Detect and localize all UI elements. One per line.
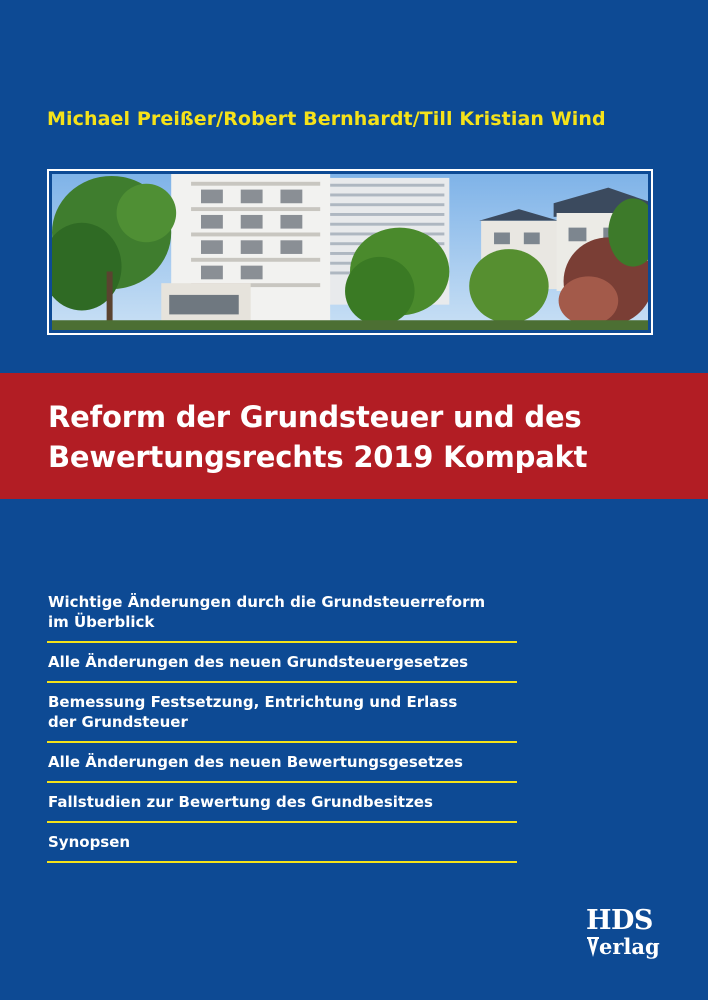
topic-item xyxy=(47,823,517,863)
topic-list xyxy=(47,583,517,863)
authors: Michael Preißer/Robert Bernhardt/Till Kristian Wind xyxy=(47,108,606,130)
topic-item xyxy=(47,783,517,823)
topic-text: im Überblick xyxy=(48,613,155,631)
topic-text: Alle Änderungen des neuen Grundsteuergesetzes xyxy=(48,653,469,671)
topic-text: Synopsen xyxy=(48,833,131,851)
topic-item xyxy=(47,643,517,683)
topic-text: der Grundsteuer xyxy=(48,713,188,731)
topic-text: Alle Änderungen des neuen Bewertungsgesetzes xyxy=(48,753,463,771)
topic-item xyxy=(47,583,517,643)
publisher-logo xyxy=(586,905,660,962)
topic-item xyxy=(47,743,517,783)
publisher-verlag: erlag xyxy=(599,934,660,959)
topic-text: Fallstudien zur Bewertung des Grundbesitzes xyxy=(48,793,433,811)
publisher-name: HDS xyxy=(586,905,653,936)
book-v-icon xyxy=(587,937,599,959)
topic-text: Wichtige Änderungen durch die Grundsteuerreform xyxy=(48,593,486,611)
cover-photo-apartment-buildings xyxy=(52,174,648,330)
cover-photo-frame xyxy=(47,169,653,335)
topic-item xyxy=(47,683,517,743)
book-title xyxy=(48,397,587,477)
title-band xyxy=(0,373,708,499)
book-title-line-1: Reform der Grundsteuer und des xyxy=(48,400,582,434)
book-title-line-2: Bewertungsrechts 2019 Kompakt xyxy=(48,440,588,474)
topic-text: Bemessung Festsetzung, Entrichtung und Erlass xyxy=(48,693,458,711)
